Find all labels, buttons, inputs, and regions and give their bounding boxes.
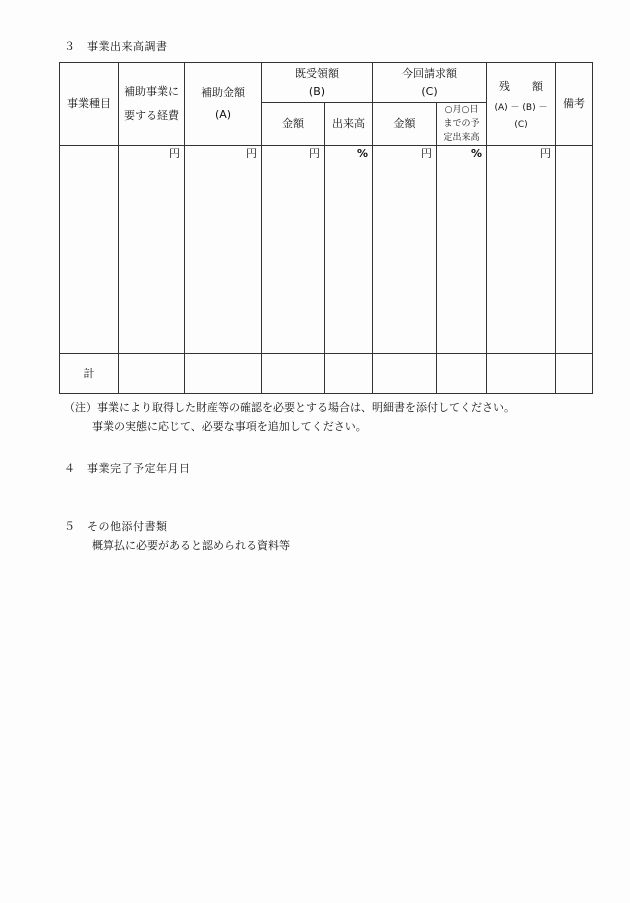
header-current-line2: (C) [421,84,438,98]
section-5-body: 概算払に必要があると認められる資料等 [92,539,290,552]
header-expense [119,63,185,146]
unit-received-amount: 円 [262,146,325,354]
total-received-progress [325,354,373,394]
unit-remain: 円 [487,146,556,354]
table-row [60,146,593,354]
header-grant-line1: 補助金額 [201,86,245,99]
header-type: 事業種目 [60,63,119,146]
header-expense-line1: 補助事業に [124,85,179,98]
note-line-2: 事業の実態に応じて、必要な事項を追加してください。 [92,420,367,433]
section-3-title: ３ 事業出来高調書 [64,40,168,53]
section-4-title: ４ 事業完了予定年月日 [64,462,191,475]
section-5-title: ５ その他添付書類 [64,520,168,533]
total-remain [487,354,556,394]
header-remain [487,63,556,146]
total-received-amount [262,354,325,394]
total-current-amount [373,354,437,394]
unit-received-progress: % [325,146,373,354]
header-received-line1: 既受領額 [295,66,339,80]
header-grant [185,63,262,146]
header-expense-line2: 要する経費 [124,109,179,122]
header-remain-line1: 残 額 [499,79,543,93]
header-received-amount: 金額 [262,103,325,146]
total-row [60,354,593,394]
header-received-line2: (B) [308,84,326,98]
total-expense [119,354,185,394]
header-current-amount: 金額 [373,103,437,146]
note-line-1: （注）事業により取得した財産等の確認を必要とする場合は、明細書を添付してください。 [64,401,515,414]
cell-note [556,146,593,354]
header-current-sched [437,103,487,146]
unit-expense: 円 [119,146,185,354]
total-note [556,354,593,394]
header-note: 備考 [556,63,593,146]
total-grant [185,354,262,394]
cell-type [60,146,119,354]
header-current-line1: 今回請求額 [402,66,457,80]
header-remain-line3: (C) [514,119,528,130]
header-grant-line2: (A) [214,108,232,121]
unit-grant: 円 [185,146,262,354]
unit-current-sched: % [437,146,487,354]
header-current-sched-line2: までの予 [443,119,480,129]
header-current [373,63,487,103]
header-remain-line2: (A) － (B) － [494,102,548,113]
progress-report-table [59,62,593,394]
header-current-sched-line3: 定出来高 [443,133,480,143]
header-current-sched-line1: ○月○日 [444,105,479,115]
header-received-progress: 出来高 [325,103,373,146]
header-received [262,63,373,103]
unit-current-amount: 円 [373,146,437,354]
total-current-sched [437,354,487,394]
total-label: 計 [60,354,119,394]
